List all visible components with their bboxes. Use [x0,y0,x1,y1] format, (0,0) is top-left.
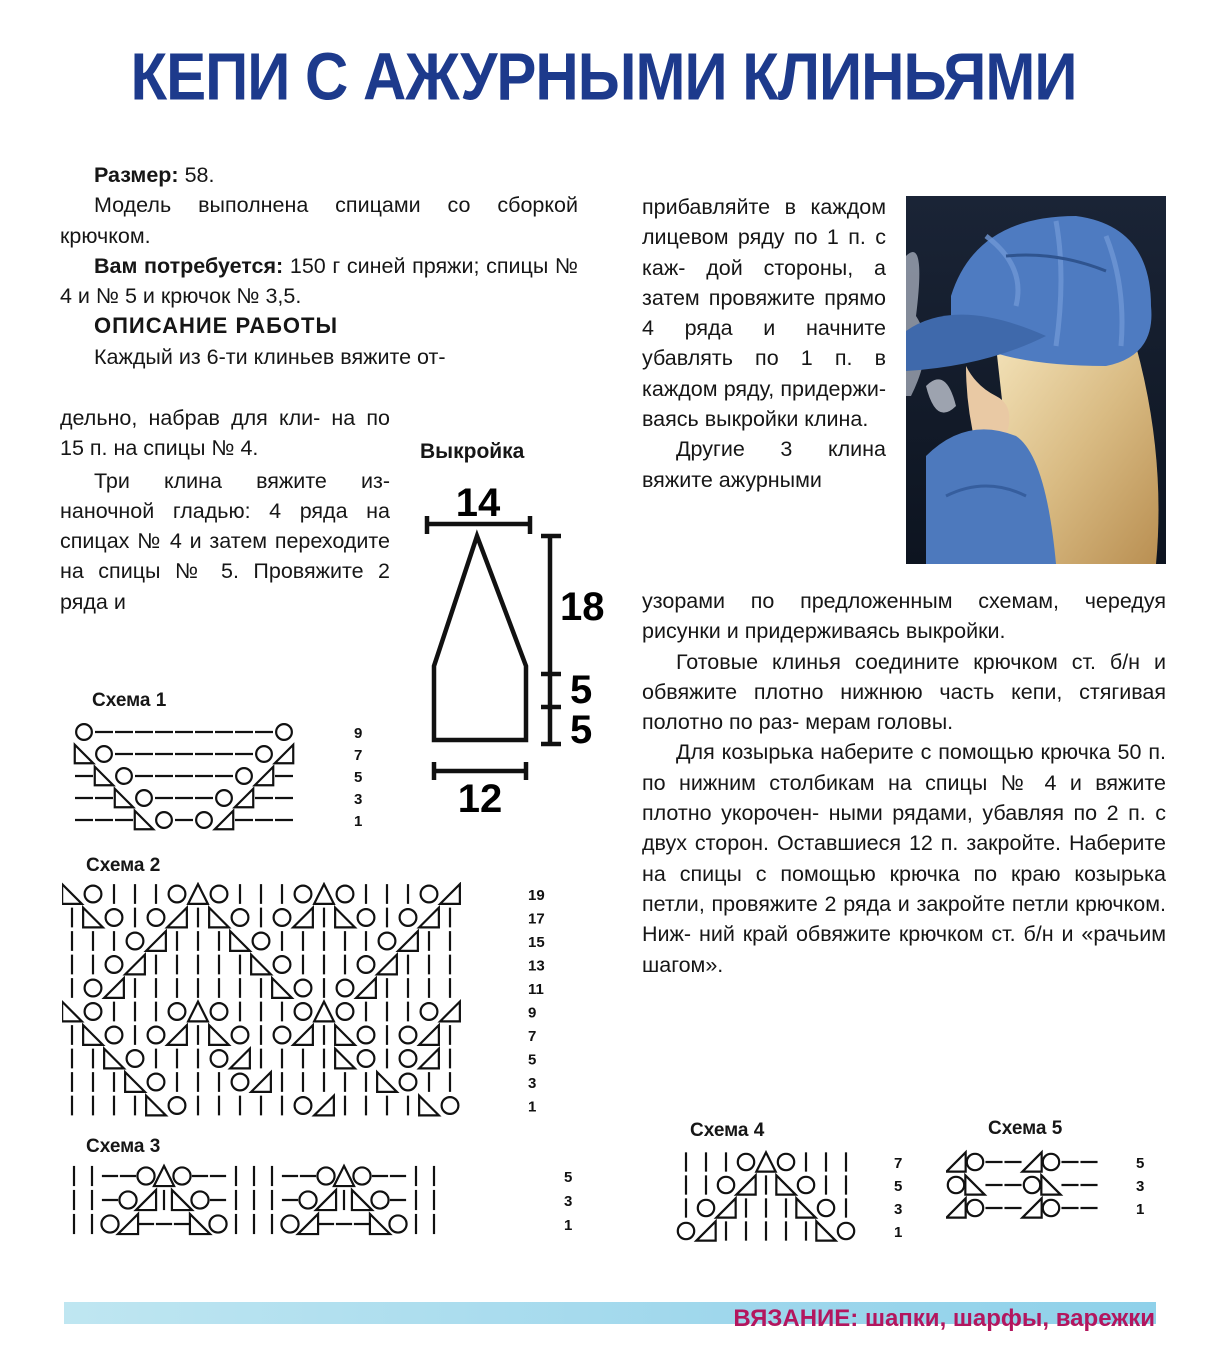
stitch-symbol [191,1191,208,1208]
stitch-symbol [104,978,124,998]
stitch-symbol [419,1049,439,1069]
stitch-symbol [125,1072,145,1092]
row-number: 5 [1136,1155,1145,1172]
stitch-symbol [96,746,112,762]
row-number: 3 [894,1201,903,1218]
stitch-symbol [76,724,92,740]
stitch-symbol [358,956,375,973]
stitch-symbol [62,884,82,904]
scheme-5-chart [946,1148,1166,1248]
row-number: 13 [528,957,545,975]
stitch-symbol [136,1190,156,1210]
row-number: 19 [528,887,545,904]
right-paragraph-2-start: Другие 3 клина вяжите ажурными [642,437,886,492]
stitch-symbol [196,812,212,828]
stitch-symbol [337,1003,354,1020]
stitch-symbol [440,1002,460,1022]
stitch-symbol [104,1049,124,1069]
scheme-5-label: Схема 5 [988,1118,1063,1139]
work-heading: ОПИСАНИЕ РАБОТЫ [94,313,338,339]
stitch-symbol [419,1025,439,1045]
size-label: Размер: [94,163,179,187]
stitch-symbol [172,1190,192,1210]
footer-bold: ВЯЗАНИЕ: [733,1305,859,1332]
stitch-symbol [106,956,123,973]
dim-bottom: 12 [457,777,503,821]
stitch-symbol [736,1175,755,1194]
stitch-symbol [190,1214,210,1234]
stitch-symbol [127,933,144,950]
stitch-symbol [314,1002,334,1022]
stitch-symbol [62,1002,82,1022]
stitch-symbol [188,1002,208,1022]
stitch-symbol [118,1214,138,1234]
stitch-symbol [316,1190,336,1210]
stitch-symbol [353,1167,370,1184]
stitch-symbol [274,1027,291,1044]
dim-top: 14 [455,481,501,525]
row-number: 3 [354,791,363,808]
size-line [60,160,578,190]
stitch-symbol [148,909,165,926]
stitch-symbol [337,980,354,997]
stitch-symbol [75,745,93,763]
stitch-symbol [442,1097,459,1114]
stitch-symbol [235,789,253,807]
row-number: 5 [894,1178,903,1195]
stitch-symbol [400,1050,417,1067]
stitch-symbol [1041,1175,1060,1194]
dim-side-2: 5 [570,668,593,712]
row-number: 5 [564,1169,573,1186]
needs-label: Вам потребуется: [94,253,284,278]
stitch-symbol [295,1097,312,1114]
stitch-symbol [230,1049,250,1069]
stitch-symbol [317,1167,334,1184]
row-number: 11 [528,981,544,998]
stitch-symbol [696,1221,715,1240]
stitch-symbol [274,909,291,926]
stitch-symbol [116,768,132,784]
stitch-symbol [400,909,417,926]
stitch-symbol [419,908,439,928]
stitch-symbol [440,884,460,904]
row-number: 3 [564,1193,573,1210]
stitch-symbol [298,1214,318,1234]
left-column-narrow [60,403,390,617]
stitch-symbol [281,1215,298,1232]
stitch-symbol [335,1049,355,1069]
row-number: 7 [528,1028,537,1045]
stitch-symbol [1024,1177,1040,1193]
stitch-symbol [314,1096,334,1116]
stitch-symbol [776,1175,795,1194]
pattern-diagram [410,478,620,823]
scheme-3-label: Схема 3 [86,1136,161,1157]
stitch-symbol [136,790,152,806]
stitch-symbol [335,908,355,928]
stitch-symbol [167,908,187,928]
stitch-symbol [106,909,123,926]
stitch-symbol [314,884,334,904]
stitch-symbol [678,1223,694,1239]
stitch-symbol [1043,1200,1059,1216]
pattern-label: Выкройка [420,440,525,463]
stitch-symbol [167,1025,187,1045]
row-number: 5 [354,769,363,786]
row-number: 9 [354,725,363,742]
stitch-symbol [85,980,102,997]
stitch-symbol [698,1200,714,1216]
row-number: 1 [1136,1201,1145,1218]
stitch-symbol [295,886,312,903]
row-number: 15 [528,934,545,951]
stitch-symbol [85,1003,102,1020]
stitch-symbol [95,767,113,785]
right-paragraph-4: Для козырька наберите с помощью крючка 50 п. по нижним столбикам на спицы № 4 и вяжите плотно укорочен- ными рядами, убавляя по 2 п. с двух сторон. Оставшиеся 12 п. закройте. Наберите на спицы с помощью крючка по краю козырька петли, провяжите 2 ряда и закройте петли крючком. Ниж- ний край обвяжите крючком ст. б/н и «рачьим шагом». [642,740,1166,977]
stitch-symbol [356,978,376,998]
stitch-symbol [215,811,233,829]
stitch-symbol [377,1072,397,1092]
scheme-1-label: Схема 1 [92,690,167,711]
row-number: 7 [894,1155,903,1172]
stitch-symbol [293,908,313,928]
stitch-symbol [352,1190,372,1210]
scheme-2-chart [62,882,562,1132]
size-value: 58. [178,163,215,187]
stitch-symbol [274,956,291,973]
dim-side-1: 18 [560,585,605,629]
stitch-symbol [400,1074,417,1091]
stitch-symbol [946,1152,965,1171]
needs-line [60,251,578,312]
stitch-symbol [295,1003,312,1020]
stitch-symbol [377,955,397,975]
stitch-symbol [370,1214,390,1234]
stitch-symbol [946,1198,965,1217]
scheme-4-chart [672,1148,922,1248]
paragraph-1-start: Каждый из 6-ти клиньев вяжите от- [94,344,446,369]
stitch-symbol [400,1027,417,1044]
stitch-symbol [798,1177,814,1193]
stitch-symbol [146,1096,166,1116]
stitch-symbol [335,1025,355,1045]
row-number: 7 [354,747,363,764]
paragraph-1-rest: дельно, набрав для кли- на по 15 п. на спицы № 4. [60,406,390,461]
scheme-1-chart [70,718,370,836]
row-number: 9 [528,1004,537,1022]
stitch-symbol [293,1025,313,1045]
stitch-symbol [209,908,229,928]
stitch-symbol [232,1074,249,1091]
stitch-symbol [106,1027,123,1044]
stitch-symbol [127,1050,144,1067]
row-number: 1 [894,1224,903,1241]
stitch-symbol [135,811,153,829]
right-column-narrow [642,192,886,495]
stitch-symbol [1022,1152,1041,1171]
row-number: 1 [564,1217,573,1234]
stitch-symbol [272,978,292,998]
stitch-symbol [232,909,249,926]
stitch-symbol [358,1027,375,1044]
right-paragraph-3: Готовые клинья соедините крючком ст. б/н и обвяжите плотно нижнюю часть кепи, стягивая полотно по раз- мерам головы. [642,649,1166,735]
stitch-symbol [965,1175,984,1194]
stitch-symbol [232,1027,249,1044]
stitch-symbol [236,768,252,784]
stitch-symbol [188,884,208,904]
stitch-symbol [967,1154,983,1170]
row-number: 1 [354,813,363,830]
scheme-3-chart [66,1162,576,1242]
row-number: 17 [528,910,545,928]
stitch-symbol [211,1050,228,1067]
scheme-2-label: Схема 2 [86,855,161,876]
row-number: 3 [1136,1178,1145,1195]
stitch-symbol [756,1152,775,1171]
stitch-symbol [948,1177,964,1193]
stitch-symbol [251,1072,271,1092]
stitch-symbol [154,1166,174,1186]
stitch-symbol [421,886,438,903]
stitch-symbol [230,931,250,951]
stitch-symbol [1043,1154,1059,1170]
stitch-symbol [275,745,293,763]
stitch-symbol [156,812,172,828]
stitch-symbol [421,1003,438,1020]
stitch-symbol [169,1097,186,1114]
stitch-symbol [337,886,354,903]
wedge-shape [434,536,526,740]
right-paragraph-1: прибавляйте в каждом лицевом ряду по 1 п. с каж- дой стороны, а затем провяжите прямо 4 ряда и начните убавлять по 1 п. в каждом ряду, придержи- ваясь выкройки клина. [642,195,886,432]
row-number: 3 [528,1075,537,1092]
right-column-wide [642,586,1166,980]
stitch-symbol [716,1198,735,1217]
scheme-4-label: Схема 4 [690,1120,765,1141]
stitch-symbol [295,980,312,997]
stitch-symbol [137,1167,154,1184]
stitch-symbol [83,908,103,928]
stitch-symbol [125,955,145,975]
stitch-symbol [371,1191,388,1208]
stitch-symbol [398,931,418,951]
stitch-symbol [209,1215,226,1232]
stitch-symbol [796,1198,815,1217]
stitch-symbol [148,1074,165,1091]
needs-text: 150 г синей пряжи; спицы № 4 и № 5 и крючок № 3,5. [60,253,578,309]
stitch-symbol [251,955,271,975]
stitch-symbol [358,1050,375,1067]
stitch-symbol [334,1166,354,1186]
stitch-symbol [255,767,273,785]
stitch-symbol [216,790,232,806]
stitch-symbol [818,1200,834,1216]
stitch-symbol [148,1027,165,1044]
right-paragraph-2-rest: узорами по предложенным схемам, чередуя рисунки и придерживаясь выкройки. [642,589,1166,644]
model-text: Модель выполнена спицами со сборкой крючком. [60,193,578,248]
paragraph-2: Три клина вяжите из- наночной гладью: 4 ряда на спицах № 4 и затем переходите на спицы № 5. Провяжите 2 ряда и [60,468,390,614]
stitch-symbol [738,1154,754,1170]
dim-side-3: 5 [570,708,593,752]
page-title: КЕПИ С АЖУРНЫМИ КЛИНЬЯМИ [130,38,1077,115]
footer-text [733,1305,1155,1333]
row-number: 1 [528,1098,537,1116]
stitch-symbol [211,886,228,903]
stitch-symbol [169,1003,186,1020]
stitch-symbol [718,1177,734,1193]
stitch-symbol [173,1167,190,1184]
stitch-symbol [85,886,102,903]
stitch-symbol [838,1223,854,1239]
stitch-symbol [379,933,396,950]
stitch-symbol [119,1191,136,1208]
row-number: 5 [528,1051,537,1069]
stitch-symbol [146,931,166,951]
stitch-symbol [209,1025,229,1045]
stitch-symbol [778,1154,794,1170]
stitch-symbol [358,909,375,926]
stitch-symbol [83,1025,103,1045]
left-column-top [60,160,578,372]
stitch-symbol [276,724,292,740]
stitch-symbol [115,789,133,807]
footer-rest: шапки, шарфы, варежки [858,1305,1155,1332]
stitch-symbol [211,1003,228,1020]
stitch-symbol [101,1215,118,1232]
stitch-symbol [299,1191,316,1208]
stitch-symbol [169,886,186,903]
stitch-symbol [1022,1198,1041,1217]
stitch-symbol [389,1215,406,1232]
stitch-symbol [253,933,270,950]
stitch-symbol [256,746,272,762]
stitch-symbol [419,1096,439,1116]
stitch-symbol [816,1221,835,1240]
stitch-symbol [967,1200,983,1216]
hat-photo [906,196,1166,564]
